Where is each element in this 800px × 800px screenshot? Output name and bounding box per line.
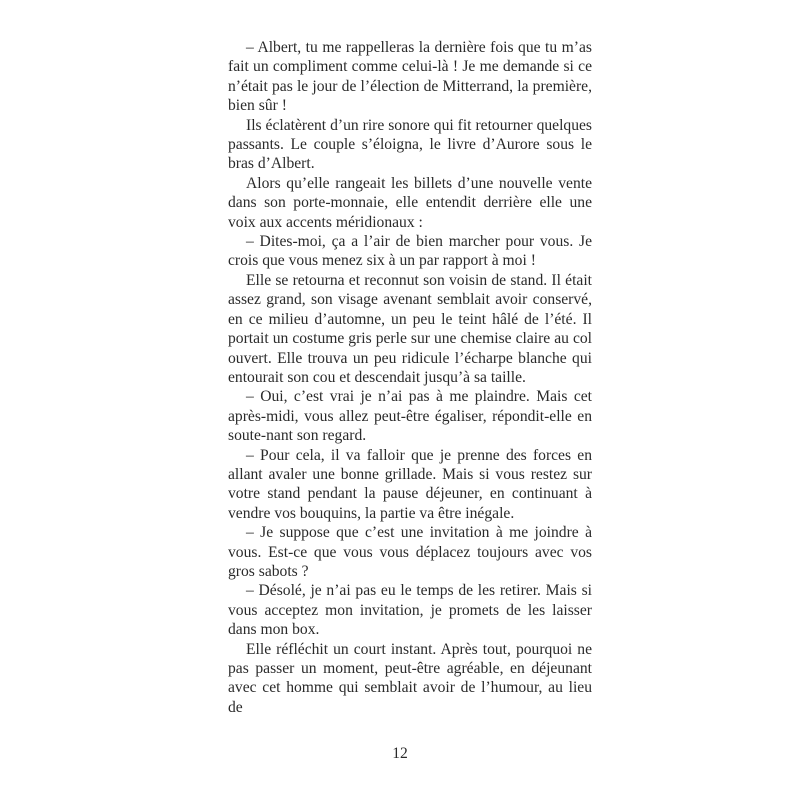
paragraph: Alors qu’elle rangeait les billets d’une nouvelle vente dans son porte-monnaie, elle entendit derrière elle une voix aux accents méridionaux : [228, 174, 592, 231]
paragraph: – Je suppose que c’est une invitation à me joindre à vous. Est-ce que vous vous déplacez toujours avec vos gros sabots ? [228, 524, 592, 580]
paragraph: Elle réfléchit un court instant. Après tout, pourquoi ne pas passer un moment, peut-être agréable, en déjeunant avec cet homme qui semblait avoir de l’humour, au lieu de [228, 640, 592, 716]
paragraph: Ils éclatèrent d’un rire sonore qui fit retourner quelques passants. Le couple s’éloigna, le livre d’Aurore sous le bras d’Albert. [228, 116, 592, 173]
paragraph: – Albert, tu me rappelleras la dernière fois que tu m’as fait un compliment comme celui-là ! Je me demande si ce n’était pas le jour de l’élection de Mitterrand, la première, bien sûr ! [228, 39, 592, 115]
paragraph: – Pour cela, il va falloir que je prenne des forces en allant avaler une bonne grillade. Mais si vous restez sur votre stand pendant la pause déjeuner, en continuant à vendre vos bouquins, la partie va être inégale. [228, 446, 592, 522]
paragraph: – Oui, c’est vrai je n’ai pas à me plaindre. Mais cet après-midi, vous allez peut-être égaliser, répondit-elle en soute-nant son regard. [228, 388, 592, 445]
paragraph: – Désolé, je n’ai pas eu le temps de les retirer. Mais si vous acceptez mon invitation, je promets de les laisser dans mon box. [228, 582, 592, 639]
page-number: 12 [392, 745, 408, 762]
paragraph: – Dites-moi, ça a l’air de bien marcher pour vous. Je crois que vous menez six à un par rapport à moi ! [228, 233, 592, 270]
paragraph: Elle se retourna et reconnut son voisin de stand. Il était assez grand, son visage avenant semblait avoir conservé, en ce milieu d’automne, un peu le teint hâlé de l’été. Il portait un costume gris perle sur une chemise claire au col ouvert. Elle trouva un peu ridicule l’écharpe blanche qui entourait son cou et descendait jusqu’à sa taille. [228, 271, 592, 386]
body-text [228, 38, 592, 717]
